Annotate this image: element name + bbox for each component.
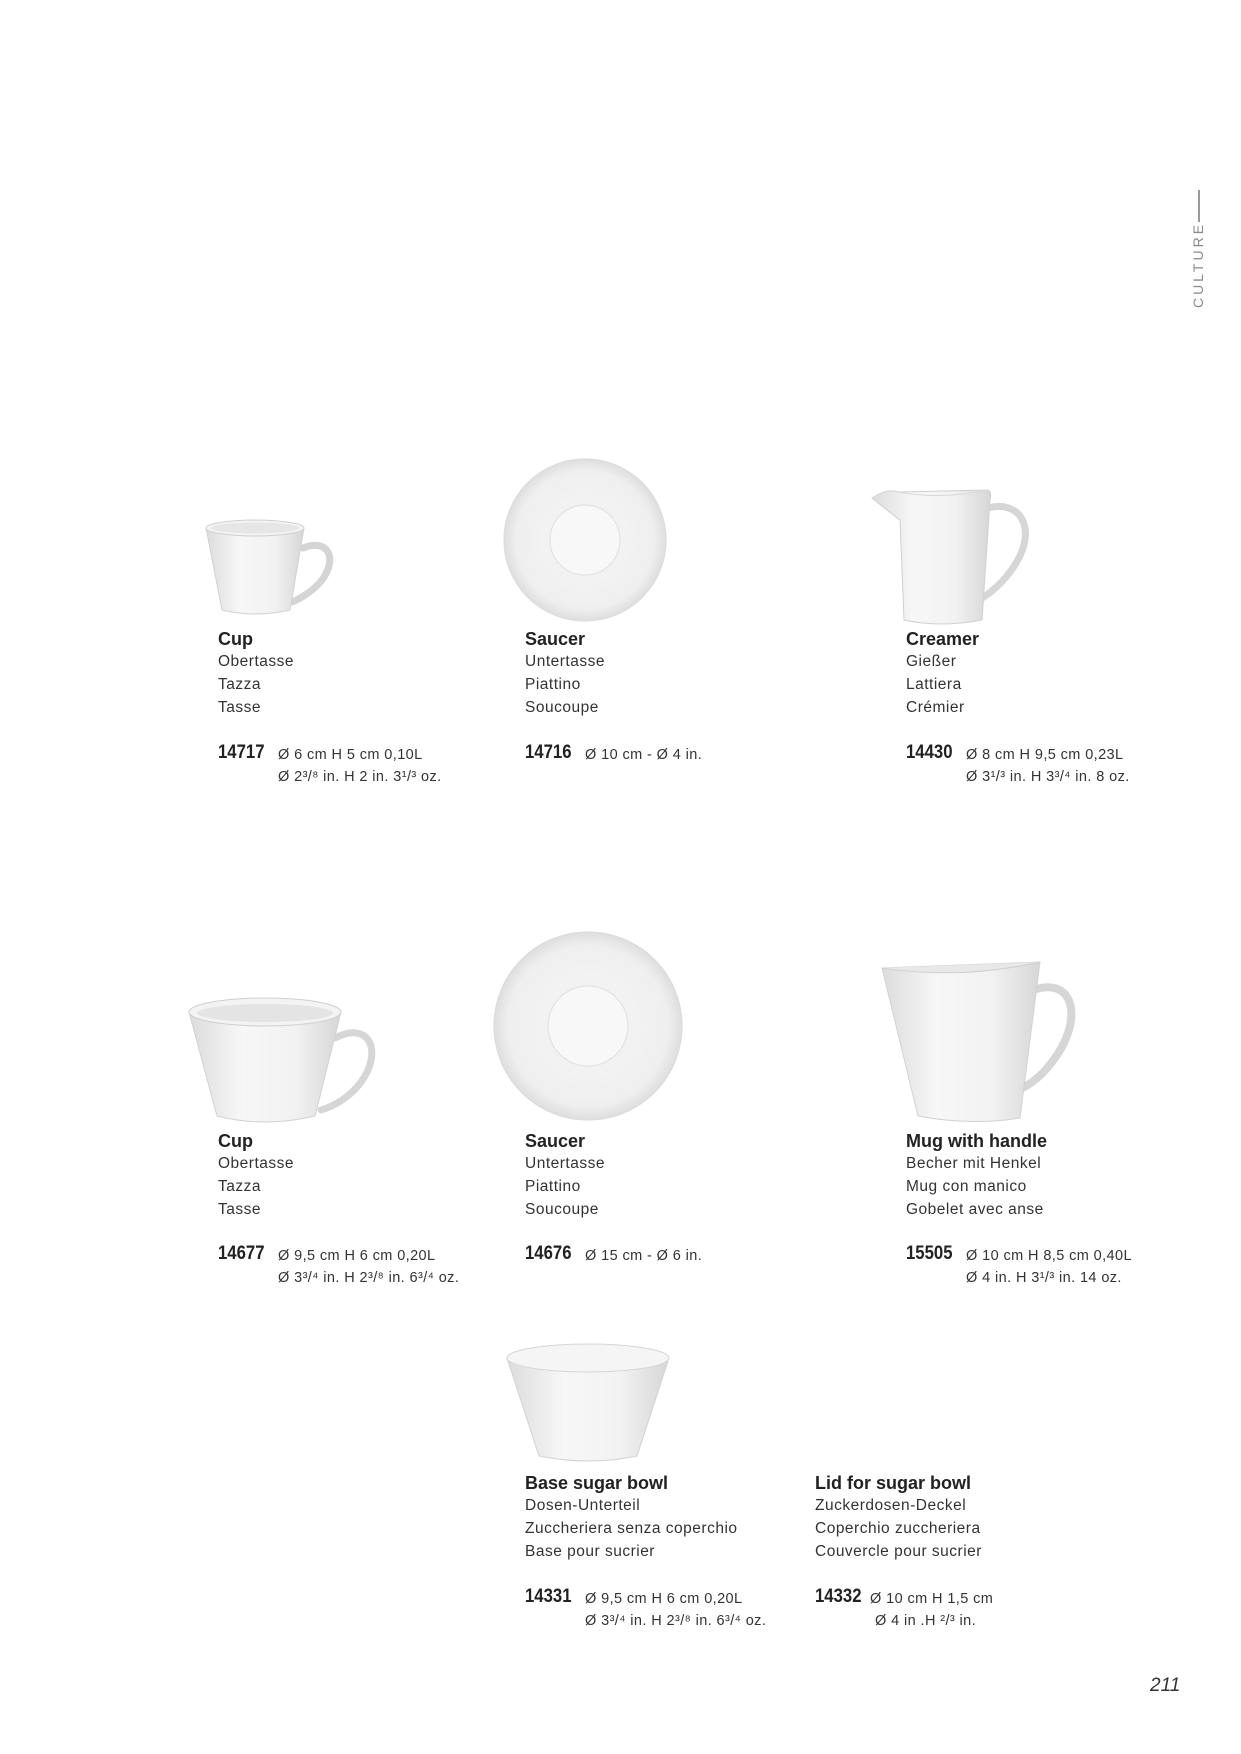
- product-code: 14430: [906, 742, 953, 763]
- product-name-it: Zuccheriera senza coperchio: [525, 1520, 738, 1537]
- product-name-de: Dosen-Unterteil: [525, 1497, 641, 1514]
- imperial-dimensions: Ø 2³/⁸ in. H 2 in. 3¹/³ oz.: [278, 769, 442, 785]
- product-name-it: Mug con manico: [906, 1178, 1027, 1195]
- product-name-de: Untertasse: [525, 1155, 605, 1172]
- product-code: 14676: [525, 1243, 572, 1264]
- product-name-it: Tazza: [218, 676, 261, 693]
- imperial-dimensions: Ø 3³/⁴ in. H 2³/⁸ in. 6³/⁴ oz.: [585, 1613, 767, 1629]
- product-name-it: Tazza: [218, 1178, 261, 1195]
- metric-dimensions: Ø 8 cm H 9,5 cm 0,23L: [966, 747, 1124, 763]
- product-name-de: Obertasse: [218, 1155, 295, 1172]
- metric-dimensions: Ø 9,5 cm H 6 cm 0,20L: [278, 1248, 436, 1264]
- product-name-fr: Couvercle pour sucrier: [815, 1543, 982, 1560]
- imperial-dimensions: Ø 4 in .H ²/³ in.: [875, 1613, 977, 1629]
- product-name-fr: Tasse: [218, 1201, 261, 1218]
- imperial-dimensions: Ø 4 in. H 3¹/³ in. 14 oz.: [966, 1270, 1122, 1286]
- cup-large-image: [185, 990, 385, 1130]
- sugar-bowl-image: [503, 1340, 673, 1465]
- product-name-fr: Tasse: [218, 699, 261, 716]
- metric-dimensions: Ø 6 cm H 5 cm 0,10L: [278, 747, 423, 763]
- product-code: 14331: [525, 1586, 572, 1607]
- product-code: 14332: [815, 1586, 862, 1607]
- product-sugar-bowl-lid: [815, 1472, 1115, 1563]
- product-name-it: Coperchio zuccheriera: [815, 1520, 981, 1537]
- product-name: Saucer: [525, 629, 586, 649]
- mug-image: [880, 950, 1080, 1125]
- product-name-de: Obertasse: [218, 653, 295, 670]
- product-name: Lid for sugar bowl: [815, 1473, 971, 1493]
- metric-dimensions: Ø 9,5 cm H 6 cm 0,20L: [585, 1591, 743, 1607]
- product-name-de: Becher mit Henkel: [906, 1155, 1042, 1172]
- product-name-it: Lattiera: [906, 676, 962, 693]
- product-name: Creamer: [906, 629, 980, 649]
- product-name-de: Gießer: [906, 653, 957, 670]
- product-cup-large: [218, 1130, 518, 1221]
- product-saucer-small: [525, 628, 825, 719]
- product-name: Mug with handle: [906, 1131, 1047, 1151]
- product-name-de: Untertasse: [525, 653, 605, 670]
- metric-dimensions: Ø 15 cm - Ø 6 in.: [585, 1248, 703, 1264]
- product-name-it: Piattino: [525, 1178, 581, 1195]
- product-name: Cup: [218, 629, 253, 649]
- product-name-fr: Soucoupe: [525, 699, 599, 716]
- product-name: Base sugar bowl: [525, 1473, 669, 1493]
- product-code: 14717: [218, 742, 265, 763]
- metric-dimensions: Ø 10 cm H 8,5 cm 0,40L: [966, 1248, 1132, 1264]
- product-name-fr: Crémier: [906, 699, 965, 716]
- page-number: 211: [1150, 1675, 1181, 1696]
- product-name-fr: Gobelet avec anse: [906, 1201, 1044, 1218]
- imperial-dimensions: Ø 3¹/³ in. H 3³/⁴ in. 8 oz.: [966, 769, 1130, 785]
- product-name-it: Piattino: [525, 676, 581, 693]
- product-code: 14677: [218, 1243, 265, 1264]
- product-sugar-bowl-base: [525, 1472, 825, 1563]
- section-label: CULTURE: [1190, 221, 1206, 309]
- cup-small-image: [200, 510, 340, 620]
- product-name: Saucer: [525, 1131, 586, 1151]
- product-code: 14716: [525, 742, 572, 763]
- saucer-small-image: [500, 455, 670, 625]
- product-saucer-large: [525, 1130, 825, 1221]
- product-mug: [906, 1130, 1206, 1221]
- product-name-fr: Base pour sucrier: [525, 1543, 655, 1560]
- metric-dimensions: Ø 10 cm H 1,5 cm: [870, 1591, 994, 1607]
- imperial-dimensions: Ø 3³/⁴ in. H 2³/⁸ in. 6³/⁴ oz.: [278, 1270, 460, 1286]
- product-name-fr: Soucoupe: [525, 1201, 599, 1218]
- product-creamer: [906, 628, 1206, 719]
- saucer-large-image: [490, 928, 686, 1124]
- product-code: 15505: [906, 1243, 953, 1264]
- metric-dimensions: Ø 10 cm - Ø 4 in.: [585, 747, 703, 763]
- product-name: Cup: [218, 1131, 253, 1151]
- creamer-image: [870, 480, 1040, 630]
- product-cup-small: [218, 628, 518, 719]
- product-name-de: Zuckerdosen-Deckel: [815, 1497, 967, 1514]
